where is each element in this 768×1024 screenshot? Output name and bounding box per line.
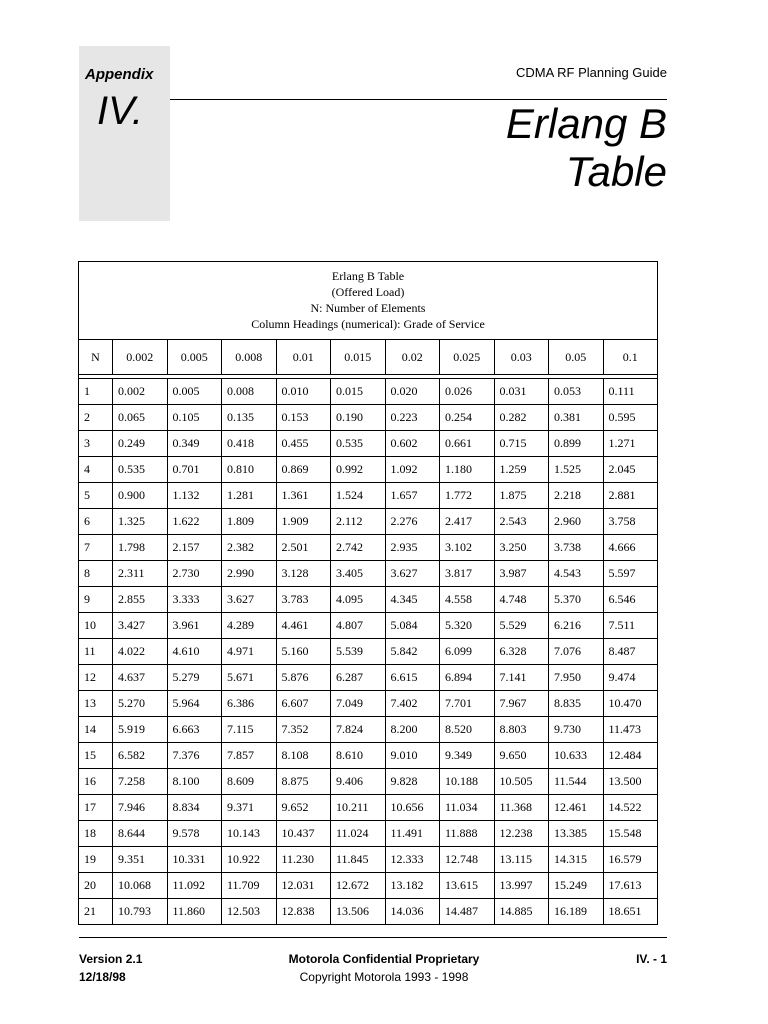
- table-cell: 8.100: [167, 769, 222, 795]
- row-n-cell: 5: [79, 483, 113, 509]
- footer-rule: [79, 937, 667, 938]
- table-cell: 1.092: [385, 457, 440, 483]
- row-n-cell: 17: [79, 795, 113, 821]
- table-cell: 6.328: [494, 639, 549, 665]
- copyright-label: Copyright Motorola 1993 - 1998: [299, 970, 469, 984]
- table-cell: 10.331: [167, 847, 222, 873]
- table-cell: 3.427: [113, 613, 168, 639]
- table-cell: 4.748: [494, 587, 549, 613]
- table-cell: 9.474: [603, 665, 658, 691]
- row-n-cell: 7: [79, 535, 113, 561]
- table-body: [79, 375, 658, 925]
- table-cell: 3.627: [222, 587, 277, 613]
- table-cell: 11.845: [331, 847, 386, 873]
- table-cell: 6.099: [440, 639, 495, 665]
- table-header-row: [79, 340, 658, 375]
- table-row: [79, 561, 658, 587]
- table-cell: 0.899: [549, 431, 604, 457]
- column-header-gos: 0.1: [603, 340, 658, 375]
- table-cell: 0.008: [222, 379, 277, 405]
- table-cell: 11.368: [494, 795, 549, 821]
- column-header-gos: 0.03: [494, 340, 549, 375]
- table-row: [79, 509, 658, 535]
- table-row: [79, 691, 658, 717]
- table-cell: 11.092: [167, 873, 222, 899]
- table-cell: 5.671: [222, 665, 277, 691]
- table-cell: 11.860: [167, 899, 222, 925]
- table-cell: 10.505: [494, 769, 549, 795]
- table-cell: 0.223: [385, 405, 440, 431]
- table-caption-row: [79, 262, 658, 340]
- table-cell: 8.108: [276, 743, 331, 769]
- table-cell: 2.960: [549, 509, 604, 535]
- table-cell: 1.180: [440, 457, 495, 483]
- table-row: [79, 483, 658, 509]
- table-cell: 4.289: [222, 613, 277, 639]
- table-cell: 4.666: [603, 535, 658, 561]
- table-cell: 7.376: [167, 743, 222, 769]
- table-caption: [79, 262, 658, 340]
- table-row: [79, 873, 658, 899]
- table-cell: 0.053: [549, 379, 604, 405]
- row-n-cell: 4: [79, 457, 113, 483]
- table-cell: 1.525: [549, 457, 604, 483]
- table-cell: 3.102: [440, 535, 495, 561]
- table-cell: 5.919: [113, 717, 168, 743]
- row-n-cell: 19: [79, 847, 113, 873]
- table-cell: 0.031: [494, 379, 549, 405]
- table-cell: 2.543: [494, 509, 549, 535]
- table-row: [79, 899, 658, 925]
- appendix-number: IV.: [97, 89, 143, 133]
- table-cell: 2.382: [222, 535, 277, 561]
- table-cell: 11.034: [440, 795, 495, 821]
- table-cell: 5.160: [276, 639, 331, 665]
- erlang-table-container: [78, 261, 658, 925]
- table-cell: 10.437: [276, 821, 331, 847]
- row-n-cell: 15: [79, 743, 113, 769]
- table-cell: 10.633: [549, 743, 604, 769]
- row-n-cell: 14: [79, 717, 113, 743]
- table-row: [79, 743, 658, 769]
- table-row: [79, 405, 658, 431]
- table-cell: 3.783: [276, 587, 331, 613]
- table-cell: 0.005: [167, 379, 222, 405]
- table-cell: 0.810: [222, 457, 277, 483]
- table-cell: 10.656: [385, 795, 440, 821]
- table-row: [79, 717, 658, 743]
- table-cell: 5.529: [494, 613, 549, 639]
- table-cell: 1.271: [603, 431, 658, 457]
- column-header-gos: 0.01: [276, 340, 331, 375]
- table-cell: 8.875: [276, 769, 331, 795]
- table-cell: 3.961: [167, 613, 222, 639]
- table-cell: 1.325: [113, 509, 168, 535]
- table-cell: 5.876: [276, 665, 331, 691]
- table-cell: 3.987: [494, 561, 549, 587]
- table-cell: 11.544: [549, 769, 604, 795]
- table-cell: 2.881: [603, 483, 658, 509]
- table-cell: 4.807: [331, 613, 386, 639]
- table-cell: 0.010: [276, 379, 331, 405]
- table-cell: 1.657: [385, 483, 440, 509]
- table-row: [79, 769, 658, 795]
- table-cell: 1.259: [494, 457, 549, 483]
- column-header-gos: 0.015: [331, 340, 386, 375]
- table-cell: 5.270: [113, 691, 168, 717]
- table-cell: 2.112: [331, 509, 386, 535]
- column-header-gos: 0.008: [222, 340, 277, 375]
- table-cell: 1.875: [494, 483, 549, 509]
- table-cell: 0.535: [113, 457, 168, 483]
- table-cell: 0.455: [276, 431, 331, 457]
- table-cell: 8.644: [113, 821, 168, 847]
- table-cell: 2.157: [167, 535, 222, 561]
- table-cell: 0.254: [440, 405, 495, 431]
- guide-title: CDMA RF Planning Guide: [515, 65, 667, 80]
- table-cell: 0.153: [276, 405, 331, 431]
- table-cell: 13.997: [494, 873, 549, 899]
- table-cell: 12.238: [494, 821, 549, 847]
- table-cell: 2.730: [167, 561, 222, 587]
- table-cell: 0.065: [113, 405, 168, 431]
- table-cell: 5.279: [167, 665, 222, 691]
- page-title: [506, 100, 667, 196]
- table-cell: 15.548: [603, 821, 658, 847]
- table-cell: 14.036: [385, 899, 440, 925]
- table-cell: 5.320: [440, 613, 495, 639]
- table-cell: 8.200: [385, 717, 440, 743]
- table-cell: 0.661: [440, 431, 495, 457]
- column-header-n: N: [79, 340, 113, 375]
- row-n-cell: 12: [79, 665, 113, 691]
- table-cell: 16.189: [549, 899, 604, 925]
- table-cell: 0.190: [331, 405, 386, 431]
- table-cell: 0.900: [113, 483, 168, 509]
- table-cell: 2.742: [331, 535, 386, 561]
- table-cell: 0.111: [603, 379, 658, 405]
- column-header-gos: 0.05: [549, 340, 604, 375]
- table-cell: 2.855: [113, 587, 168, 613]
- table-cell: 7.049: [331, 691, 386, 717]
- table-cell: 14.885: [494, 899, 549, 925]
- column-header-gos: 0.005: [167, 340, 222, 375]
- table-row: [79, 821, 658, 847]
- row-n-cell: 13: [79, 691, 113, 717]
- row-n-cell: 3: [79, 431, 113, 457]
- table-cell: 10.143: [222, 821, 277, 847]
- table-row: [79, 457, 658, 483]
- erlang-b-table: [78, 261, 658, 925]
- page-title-line1: Erlang B: [505, 100, 667, 147]
- table-cell: 7.967: [494, 691, 549, 717]
- table-row: [79, 639, 658, 665]
- table-cell: 0.869: [276, 457, 331, 483]
- table-cell: 0.026: [440, 379, 495, 405]
- row-n-cell: 16: [79, 769, 113, 795]
- table-row: [79, 535, 658, 561]
- table-cell: 2.276: [385, 509, 440, 535]
- caption-line: (Offered Load): [331, 285, 405, 299]
- table-cell: 1.132: [167, 483, 222, 509]
- table-cell: 6.386: [222, 691, 277, 717]
- table-cell: 13.500: [603, 769, 658, 795]
- table-cell: 11.888: [440, 821, 495, 847]
- table-cell: 16.579: [603, 847, 658, 873]
- table-cell: 0.715: [494, 431, 549, 457]
- table-cell: 12.672: [331, 873, 386, 899]
- table-cell: 0.020: [385, 379, 440, 405]
- table-cell: 8.834: [167, 795, 222, 821]
- table-cell: 12.484: [603, 743, 658, 769]
- table-cell: 2.501: [276, 535, 331, 561]
- column-header-gos: 0.002: [113, 340, 168, 375]
- table-cell: 6.582: [113, 743, 168, 769]
- table-cell: 6.216: [549, 613, 604, 639]
- row-n-cell: 20: [79, 873, 113, 899]
- table-cell: 9.652: [276, 795, 331, 821]
- version-label: Version 2.1: [79, 952, 143, 966]
- table-cell: 18.651: [603, 899, 658, 925]
- table-cell: 2.311: [113, 561, 168, 587]
- confidential-label: Motorola Confidential Proprietary: [288, 952, 480, 966]
- table-cell: 0.015: [331, 379, 386, 405]
- table-cell: 9.406: [331, 769, 386, 795]
- table-cell: 6.663: [167, 717, 222, 743]
- table-cell: 14.522: [603, 795, 658, 821]
- row-n-cell: 18: [79, 821, 113, 847]
- table-cell: 7.946: [113, 795, 168, 821]
- appendix-label: Appendix: [85, 66, 154, 83]
- column-header-gos: 0.02: [385, 340, 440, 375]
- table-cell: 7.115: [222, 717, 277, 743]
- table-cell: 4.461: [276, 613, 331, 639]
- table-cell: 4.022: [113, 639, 168, 665]
- table-cell: 4.558: [440, 587, 495, 613]
- table-row: [79, 431, 658, 457]
- table-cell: 0.002: [113, 379, 168, 405]
- table-cell: 3.817: [440, 561, 495, 587]
- table-cell: 10.922: [222, 847, 277, 873]
- table-cell: 5.084: [385, 613, 440, 639]
- table-cell: 0.992: [331, 457, 386, 483]
- table-cell: 8.520: [440, 717, 495, 743]
- row-n-cell: 1: [79, 379, 113, 405]
- table-cell: 7.076: [549, 639, 604, 665]
- table-cell: 0.595: [603, 405, 658, 431]
- table-cell: 13.182: [385, 873, 440, 899]
- table-cell: 12.503: [222, 899, 277, 925]
- table-cell: 0.249: [113, 431, 168, 457]
- table-cell: 6.546: [603, 587, 658, 613]
- table-cell: 2.417: [440, 509, 495, 535]
- table-row: [79, 613, 658, 639]
- table-cell: 4.971: [222, 639, 277, 665]
- footer-left: [79, 950, 142, 986]
- row-n-cell: 10: [79, 613, 113, 639]
- table-cell: 1.622: [167, 509, 222, 535]
- table-cell: 14.315: [549, 847, 604, 873]
- footer-center: [234, 950, 534, 986]
- table-cell: 1.809: [222, 509, 277, 535]
- row-n-cell: 2: [79, 405, 113, 431]
- table-cell: 6.287: [331, 665, 386, 691]
- table-cell: 3.128: [276, 561, 331, 587]
- table-row: [79, 587, 658, 613]
- table-cell: 7.857: [222, 743, 277, 769]
- table-cell: 5.842: [385, 639, 440, 665]
- table-cell: 7.402: [385, 691, 440, 717]
- row-n-cell: 11: [79, 639, 113, 665]
- table-cell: 0.535: [331, 431, 386, 457]
- table-cell: 6.894: [440, 665, 495, 691]
- table-row: [79, 379, 658, 405]
- table-cell: 9.730: [549, 717, 604, 743]
- table-cell: 4.543: [549, 561, 604, 587]
- table-cell: 11.473: [603, 717, 658, 743]
- table-row: [79, 665, 658, 691]
- table-cell: 8.835: [549, 691, 604, 717]
- table-cell: 12.838: [276, 899, 331, 925]
- table-cell: 10.793: [113, 899, 168, 925]
- page-number: IV. - 1: [636, 952, 667, 966]
- table-cell: 9.371: [222, 795, 277, 821]
- row-n-cell: 6: [79, 509, 113, 535]
- table-cell: 2.218: [549, 483, 604, 509]
- table-cell: 17.613: [603, 873, 658, 899]
- table-cell: 0.602: [385, 431, 440, 457]
- table-cell: 3.250: [494, 535, 549, 561]
- table-cell: 4.637: [113, 665, 168, 691]
- table-cell: 6.607: [276, 691, 331, 717]
- table-cell: 10.211: [331, 795, 386, 821]
- table-cell: 12.031: [276, 873, 331, 899]
- table-cell: 12.748: [440, 847, 495, 873]
- table-cell: 8.803: [494, 717, 549, 743]
- table-cell: 9.578: [167, 821, 222, 847]
- table-cell: 13.615: [440, 873, 495, 899]
- table-cell: 7.141: [494, 665, 549, 691]
- table-cell: 3.627: [385, 561, 440, 587]
- table-cell: 12.333: [385, 847, 440, 873]
- table-cell: 11.709: [222, 873, 277, 899]
- table-cell: 5.539: [331, 639, 386, 665]
- table-cell: 7.511: [603, 613, 658, 639]
- table-cell: 3.405: [331, 561, 386, 587]
- table-cell: 7.950: [549, 665, 604, 691]
- caption-line: Column Headings (numerical): Grade of Service: [251, 317, 485, 331]
- table-cell: 10.470: [603, 691, 658, 717]
- table-cell: 11.491: [385, 821, 440, 847]
- table-cell: 4.610: [167, 639, 222, 665]
- table-cell: 1.772: [440, 483, 495, 509]
- column-header-gos: 0.025: [440, 340, 495, 375]
- table-cell: 0.349: [167, 431, 222, 457]
- row-n-cell: 8: [79, 561, 113, 587]
- table-cell: 8.609: [222, 769, 277, 795]
- table-cell: 9.010: [385, 743, 440, 769]
- table-cell: 15.249: [549, 873, 604, 899]
- table-cell: 7.352: [276, 717, 331, 743]
- table-cell: 0.282: [494, 405, 549, 431]
- table-cell: 13.506: [331, 899, 386, 925]
- table-cell: 13.385: [549, 821, 604, 847]
- table-cell: 4.345: [385, 587, 440, 613]
- table-cell: 1.798: [113, 535, 168, 561]
- table-cell: 13.115: [494, 847, 549, 873]
- table-row: [79, 847, 658, 873]
- table-cell: 0.701: [167, 457, 222, 483]
- table-cell: 1.524: [331, 483, 386, 509]
- table-cell: 7.258: [113, 769, 168, 795]
- table-cell: 10.068: [113, 873, 168, 899]
- table-cell: 5.597: [603, 561, 658, 587]
- table-cell: 7.824: [331, 717, 386, 743]
- table-cell: 3.758: [603, 509, 658, 535]
- table-cell: 14.487: [440, 899, 495, 925]
- table-cell: 5.964: [167, 691, 222, 717]
- table-cell: 12.461: [549, 795, 604, 821]
- page-title-line2: Table: [565, 148, 667, 195]
- table-cell: 8.610: [331, 743, 386, 769]
- table-cell: 9.828: [385, 769, 440, 795]
- table-cell: 3.738: [549, 535, 604, 561]
- table-cell: 9.349: [440, 743, 495, 769]
- row-n-cell: 9: [79, 587, 113, 613]
- table-cell: 3.333: [167, 587, 222, 613]
- table-cell: 0.418: [222, 431, 277, 457]
- table-cell: 10.188: [440, 769, 495, 795]
- table-cell: 1.361: [276, 483, 331, 509]
- table-cell: 1.909: [276, 509, 331, 535]
- table-cell: 9.351: [113, 847, 168, 873]
- table-cell: 1.281: [222, 483, 277, 509]
- table-cell: 4.095: [331, 587, 386, 613]
- table-cell: 11.024: [331, 821, 386, 847]
- table-cell: 2.045: [603, 457, 658, 483]
- table-cell: 7.701: [440, 691, 495, 717]
- table-cell: 2.935: [385, 535, 440, 561]
- table-cell: 6.615: [385, 665, 440, 691]
- table-row: [79, 795, 658, 821]
- caption-line: Erlang B Table: [331, 269, 405, 283]
- table-cell: 11.230: [276, 847, 331, 873]
- table-cell: 0.381: [549, 405, 604, 431]
- table-cell: 5.370: [549, 587, 604, 613]
- table-cell: 0.105: [167, 405, 222, 431]
- table-cell: 2.990: [222, 561, 277, 587]
- table-cell: 0.135: [222, 405, 277, 431]
- row-n-cell: 21: [79, 899, 113, 925]
- table-cell: 8.487: [603, 639, 658, 665]
- date-label: 12/18/98: [79, 970, 126, 984]
- caption-line: N: Number of Elements: [310, 301, 426, 315]
- table-cell: 9.650: [494, 743, 549, 769]
